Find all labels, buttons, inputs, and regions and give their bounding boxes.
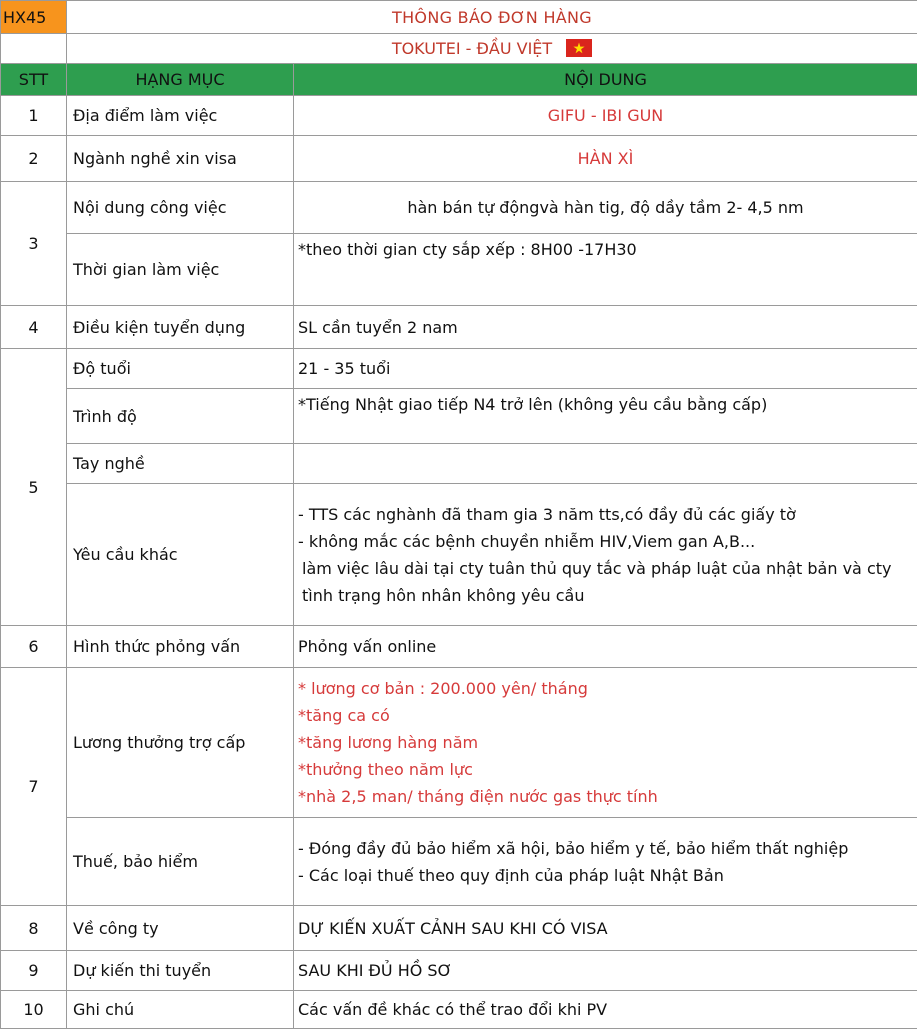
row-number: 1 xyxy=(1,96,67,136)
row-label: Ngành nghề xin visa xyxy=(67,136,294,182)
row-value: SAU KHI ĐỦ HỒ SƠ xyxy=(294,951,917,991)
row-label: Về công ty xyxy=(67,906,294,951)
row-value: SL cần tuyển 2 nam xyxy=(294,306,917,349)
vietnam-flag-icon xyxy=(566,39,592,57)
benefit-line: *tăng lương hàng năm xyxy=(298,729,917,756)
header-row xyxy=(1,64,917,96)
header-content: NỘI DUNG xyxy=(294,64,917,96)
row-value: DỰ KIẾN XUẤT CẢNH SAU KHI CÓ VISA xyxy=(294,906,917,951)
row-label: Tay nghề xyxy=(67,444,294,484)
row-label: Hình thức phỏng vấn xyxy=(67,626,294,668)
row-label: Độ tuổi xyxy=(67,349,294,389)
blank-cell xyxy=(1,34,67,64)
row-number: 5 xyxy=(1,349,67,626)
row-label: Địa điểm làm việc xyxy=(67,96,294,136)
row-label: Điều kiện tuyển dụng xyxy=(67,306,294,349)
page-title: THÔNG BÁO ĐƠN HÀNG xyxy=(67,1,917,34)
table-row xyxy=(1,484,917,626)
table-row xyxy=(1,906,917,951)
header-category: HẠNG MỤC xyxy=(67,64,294,96)
row-number: 8 xyxy=(1,906,67,951)
row-label: Ghi chú xyxy=(67,991,294,1029)
row-number: 9 xyxy=(1,951,67,991)
table-row xyxy=(1,96,917,136)
table-row xyxy=(1,668,917,818)
requirement-line: - TTS các nghành đã tham gia 3 năm tts,có đầy đủ các giấy tờ xyxy=(298,501,917,528)
table-row xyxy=(1,626,917,668)
requirement-line: - không mắc các bệnh chuyền nhiễm HIV,Viem gan A,B... xyxy=(298,528,917,555)
row-number: 3 xyxy=(1,182,67,306)
row-value: *Tiếng Nhật giao tiếp N4 trở lên (không yêu cầu bằng cấp) xyxy=(294,389,917,444)
table-row xyxy=(1,182,917,234)
page-subtitle: TOKUTEI - ĐẦU VIỆT xyxy=(392,39,552,58)
row-value: *theo thời gian cty sắp xếp : 8H00 -17H30 xyxy=(294,234,917,306)
row-label: Thuế, bảo hiểm xyxy=(67,818,294,906)
row-value xyxy=(294,668,917,818)
row-label: Dự kiến thi tuyển xyxy=(67,951,294,991)
row-value: hàn bán tự độngvà hàn tig, độ dầy tầm 2- 4,5 nm xyxy=(294,182,917,234)
row-value xyxy=(294,444,917,484)
table-row xyxy=(1,349,917,389)
row-label: Thời gian làm việc xyxy=(67,234,294,306)
row-number: 2 xyxy=(1,136,67,182)
row-value xyxy=(294,484,917,626)
row-value xyxy=(294,818,917,906)
row-label: Nội dung công việc xyxy=(67,182,294,234)
table-row xyxy=(1,991,917,1029)
row-value: Các vấn đề khác có thể trao đổi khi PV xyxy=(294,991,917,1029)
row-label: Yêu cầu khác xyxy=(67,484,294,626)
table-row xyxy=(1,234,917,306)
row-number: 10 xyxy=(1,991,67,1029)
row-value: 21 - 35 tuổi xyxy=(294,349,917,389)
row-label: Lương thưởng trợ cấp xyxy=(67,668,294,818)
insurance-line: - Các loại thuế theo quy định của pháp luật Nhật Bản xyxy=(298,862,917,889)
row-number: 7 xyxy=(1,668,67,906)
title-row xyxy=(1,1,917,34)
benefit-line: * lương cơ bản : 200.000 yên/ tháng xyxy=(298,675,917,702)
row-number: 4 xyxy=(1,306,67,349)
row-label: Trình độ xyxy=(67,389,294,444)
table-row xyxy=(1,389,917,444)
benefit-line: *nhà 2,5 man/ tháng điện nước gas thực tính xyxy=(298,783,917,810)
table-row xyxy=(1,444,917,484)
header-stt: STT xyxy=(1,64,67,96)
row-number: 6 xyxy=(1,626,67,668)
row-value: GIFU - IBI GUN xyxy=(294,96,917,136)
requirement-line: làm việc lâu dài tại cty tuân thủ quy tắc và pháp luật của nhật bản và cty xyxy=(298,555,917,582)
benefit-line: *tăng ca có xyxy=(298,702,917,729)
subtitle-cell xyxy=(67,34,917,64)
benefit-line: *thưởng theo năm lực xyxy=(298,756,917,783)
requirement-line: tình trạng hôn nhân không yêu cầu xyxy=(298,582,917,609)
subtitle-row xyxy=(1,34,917,64)
row-value: HÀN XÌ xyxy=(294,136,917,182)
table-row xyxy=(1,818,917,906)
row-value: Phỏng vấn online xyxy=(294,626,917,668)
insurance-line: - Đóng đầy đủ bảo hiểm xã hội, bảo hiểm y tế, bảo hiểm thất nghiệp xyxy=(298,835,917,862)
order-code: HX45 xyxy=(1,1,67,34)
table-row xyxy=(1,951,917,991)
table-row xyxy=(1,306,917,349)
table-row xyxy=(1,136,917,182)
